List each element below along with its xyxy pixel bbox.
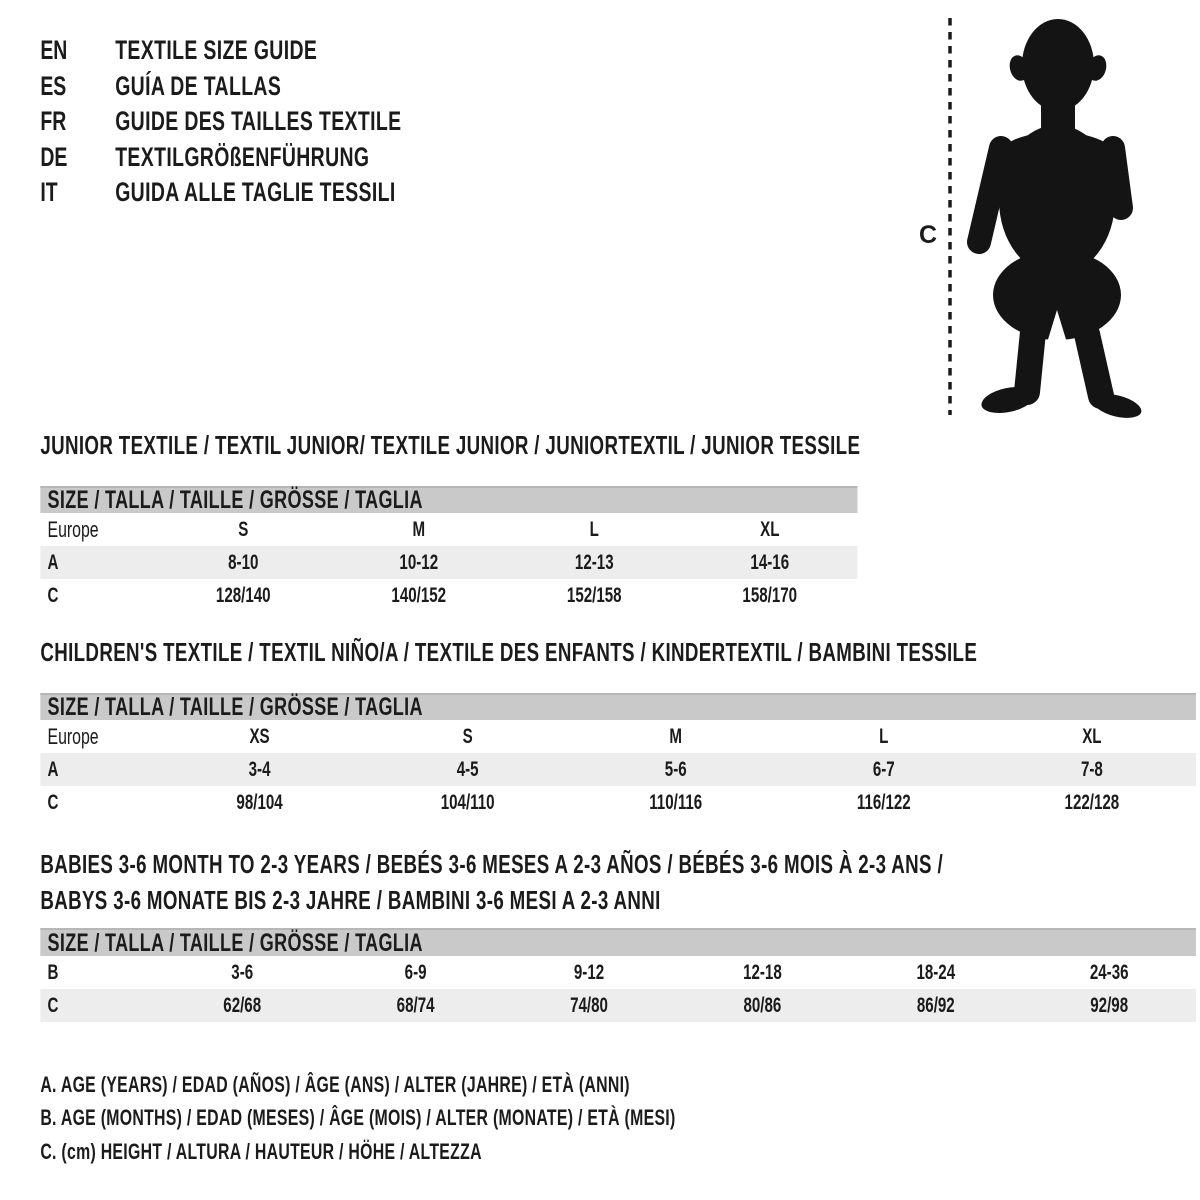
size-header-bar: SIZE / TALLA / TAILLE / GRÖSSE / TAGLIA bbox=[40, 486, 857, 513]
babies-size-table bbox=[40, 956, 1196, 1022]
table-row bbox=[40, 956, 1196, 989]
row-label: B bbox=[47, 960, 59, 984]
table-row bbox=[40, 546, 857, 579]
table-row bbox=[40, 786, 1196, 819]
row-label: A bbox=[47, 550, 59, 574]
section-title-line: BABIES 3-6 MONTH TO 2-3 YEARS / BEBÉS 3-6 MESES A 2-3 AÑOS / BÉBÉS 3-6 MOIS À 2-3 ANS / bbox=[40, 848, 944, 879]
language-row bbox=[40, 175, 1200, 211]
age-cell: 10-12 bbox=[399, 550, 439, 574]
size-cell: M bbox=[669, 724, 683, 748]
section-title-line: BABYS 3-6 MONATE BIS 2-3 JAHRE / BAMBINI 3-6 MESI A 2-3 ANNI bbox=[40, 884, 661, 915]
language-code: FR bbox=[40, 106, 67, 136]
legend-line-height: C. (cm) HEIGHT / ALTURA / HAUTEUR / HÖHE / ALTEZZA bbox=[40, 1138, 482, 1164]
age-cell: 6-7 bbox=[872, 757, 895, 781]
row-label: C bbox=[47, 583, 59, 607]
language-title: GUIDE DES TAILLES TEXTILE bbox=[115, 106, 402, 136]
table-row bbox=[40, 989, 1196, 1022]
children-size-table bbox=[40, 720, 1196, 819]
height-cell: 152/158 bbox=[566, 583, 622, 607]
size-cell: S bbox=[462, 724, 473, 748]
language-title: TEXTILE SIZE GUIDE bbox=[115, 35, 318, 65]
size-cell: XL bbox=[760, 517, 780, 541]
height-cell: 128/140 bbox=[215, 583, 271, 607]
age-cell: 12-13 bbox=[574, 550, 614, 574]
height-cell: 80/86 bbox=[743, 993, 782, 1017]
row-label: Europe bbox=[47, 723, 99, 749]
junior-size-table bbox=[40, 513, 857, 612]
age-cell: 18-24 bbox=[916, 960, 956, 984]
table-row bbox=[40, 513, 857, 546]
height-cell: 62/68 bbox=[223, 993, 262, 1017]
language-title: GUÍA DE TALLAS bbox=[115, 70, 282, 101]
age-cell: 6-9 bbox=[404, 960, 427, 984]
height-cell: 110/116 bbox=[649, 790, 703, 814]
size-cell: XS bbox=[249, 724, 270, 748]
language-list bbox=[40, 0, 1200, 211]
age-cell: 4-5 bbox=[456, 757, 479, 781]
language-row bbox=[40, 140, 1200, 176]
language-row bbox=[40, 33, 1200, 69]
legend-line-age-months: B. AGE (MONTHS) / EDAD (MESES) / ÂGE (MOIS) / ALTER (MONATE) / ETÀ (MESI) bbox=[40, 1105, 676, 1130]
age-cell: 8-10 bbox=[228, 550, 259, 574]
height-cell: 92/98 bbox=[1090, 993, 1129, 1017]
row-label: C bbox=[47, 993, 59, 1017]
language-row bbox=[40, 69, 1200, 105]
size-cell: S bbox=[238, 517, 249, 541]
table-row bbox=[40, 579, 857, 612]
height-cell: 122/128 bbox=[1064, 790, 1120, 814]
size-cell: L bbox=[589, 517, 599, 541]
language-code: EN bbox=[40, 35, 68, 65]
age-cell: 9-12 bbox=[573, 960, 605, 984]
height-cell: 116/122 bbox=[856, 790, 911, 814]
height-label: C bbox=[919, 221, 938, 249]
language-title: GUIDA ALLE TAGLIE TESSILI bbox=[115, 177, 396, 207]
language-code: ES bbox=[40, 70, 67, 101]
row-label: A bbox=[47, 757, 59, 781]
language-code: IT bbox=[40, 177, 58, 207]
height-cell: 140/152 bbox=[391, 583, 447, 607]
section-title-babies bbox=[40, 846, 1200, 918]
section-title-junior: JUNIOR TEXTILE / TEXTIL JUNIOR/ TEXTILE JUNIOR / JUNIORTEXTIL / JUNIOR TESSILE bbox=[40, 429, 861, 460]
height-cell: 104/110 bbox=[440, 790, 495, 814]
row-label: Europe bbox=[47, 516, 99, 542]
language-row bbox=[40, 104, 1200, 140]
height-cell: 98/104 bbox=[236, 790, 283, 814]
age-cell: 5-6 bbox=[664, 757, 687, 781]
language-code: DE bbox=[40, 141, 68, 172]
age-cell: 3-4 bbox=[248, 757, 271, 781]
size-header-bar: SIZE / TALLA / TAILLE / GRÖSSE / TAGLIA bbox=[40, 928, 1196, 956]
height-cell: 74/80 bbox=[570, 993, 608, 1017]
size-cell: XL bbox=[1082, 724, 1102, 748]
size-header-bar: SIZE / TALLA / TAILLE / GRÖSSE / TAGLIA bbox=[40, 693, 1196, 720]
legend bbox=[40, 1068, 1200, 1169]
age-cell: 14-16 bbox=[750, 550, 790, 574]
age-cell: 3-6 bbox=[231, 960, 254, 984]
table-row bbox=[40, 753, 1196, 786]
language-title: TEXTILGRÖßENFÜHRUNG bbox=[115, 141, 370, 172]
age-cell: 7-8 bbox=[1080, 757, 1103, 781]
table-row bbox=[40, 720, 1196, 753]
age-cell: 12-18 bbox=[743, 960, 782, 984]
section-title-children: CHILDREN'S TEXTILE / TEXTIL NIÑO/A / TEXTILE DES ENFANTS / KINDERTEXTIL / BAMBINI TESSILE bbox=[40, 636, 978, 667]
height-cell: 68/74 bbox=[396, 993, 435, 1017]
height-cell: 86/92 bbox=[916, 993, 955, 1017]
legend-line-age-years: A. AGE (YEARS) / EDAD (AÑOS) / ÂGE (ANS) / ALTER (JAHRE) / ETÀ (ANNI) bbox=[40, 1071, 630, 1097]
age-cell: 24-36 bbox=[1089, 960, 1129, 984]
height-cell: 158/170 bbox=[742, 583, 798, 607]
size-cell: L bbox=[879, 724, 889, 748]
row-label: C bbox=[47, 790, 59, 814]
size-cell: M bbox=[412, 517, 426, 541]
